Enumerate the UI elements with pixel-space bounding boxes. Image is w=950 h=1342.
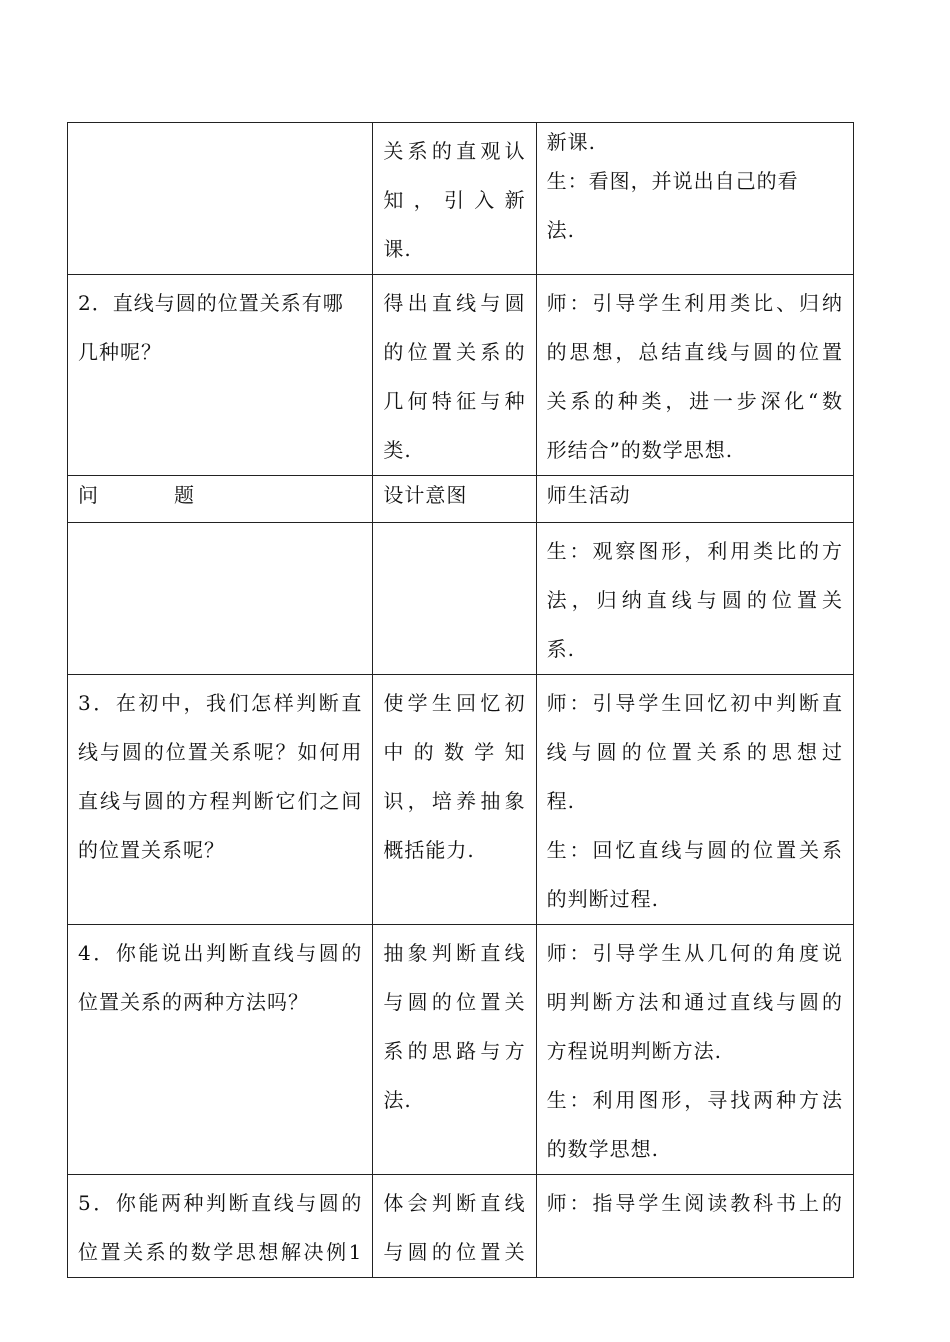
intent-cell	[373, 1175, 536, 1278]
text-line: 师：引导学生利用类比、归纳	[546, 291, 843, 315]
text-line: 5．你能两种判断直线与圆的	[78, 1191, 363, 1215]
text-line: 几何特征与种	[383, 389, 526, 413]
question-cell	[68, 675, 373, 925]
question-cell	[68, 1175, 373, 1278]
text-line: 师：引导学生从几何的角度说	[546, 941, 843, 965]
intent-cell	[373, 523, 536, 675]
text-line: 师：指导学生阅读教科书上的	[546, 1191, 843, 1215]
text-line: 使学生回忆初	[383, 691, 526, 715]
text-line: 程.	[546, 789, 575, 813]
text-line: 的位置关系呢？	[78, 838, 225, 862]
text-line: 生：看图，并说出自己的看	[546, 169, 799, 193]
text-line: 法，归纳直线与圆的位置关	[546, 588, 843, 612]
activity-cell	[536, 1175, 853, 1278]
text-line: 系的思路与方	[383, 1039, 526, 1063]
question-cell	[68, 123, 373, 275]
activity-cell	[536, 675, 853, 925]
activity-cell	[536, 925, 853, 1175]
table-row	[68, 675, 854, 925]
text-line: 的判断过程.	[546, 887, 659, 911]
table-row	[68, 123, 854, 275]
activity-cell	[536, 123, 853, 275]
text-line: 关系的种类，进一步深化“数	[546, 389, 843, 413]
question-cell	[68, 523, 373, 675]
text-line: 生：回忆直线与圆的位置关系	[546, 838, 843, 862]
text-line: 直线与圆的方程判断它们之间	[78, 789, 363, 813]
text-line: 法.	[383, 1088, 412, 1112]
column-header-intent	[373, 476, 536, 523]
text-line: 概括能力.	[383, 838, 475, 862]
text-line: 师：引导学生回忆初中判断直	[546, 691, 843, 715]
text-line: 与圆的位置关	[383, 1240, 526, 1264]
text-line: 4．你能说出判断直线与圆的	[78, 941, 363, 965]
activity-cell	[536, 275, 853, 476]
text-line: 位置关系的两种方法吗？	[78, 990, 309, 1014]
intent-cell	[373, 675, 536, 925]
intent-cell	[373, 123, 536, 275]
text-line: 课.	[383, 237, 412, 261]
intent-cell	[373, 925, 536, 1175]
table-row	[68, 275, 854, 476]
text-line: 的数学思想.	[546, 1137, 659, 1161]
text-line: 识，培养抽象	[383, 789, 526, 813]
text-line: 形结合”的数学思想.	[546, 438, 734, 462]
table-row	[68, 1175, 854, 1278]
text-line: 问 题	[78, 483, 222, 507]
lesson-plan-table	[67, 122, 854, 1278]
text-line: 设计意图	[383, 483, 468, 507]
text-line: 关系的直观认	[383, 139, 526, 163]
text-line: 方程说明判断方法.	[546, 1039, 722, 1063]
question-cell	[68, 925, 373, 1175]
text-line: 师生活动	[546, 483, 631, 507]
table-header-row	[68, 476, 854, 523]
text-line: 的思想，总结直线与圆的位置	[546, 340, 843, 364]
text-line: 生：观察图形，利用类比的方	[546, 539, 843, 563]
text-line: 知，引入新	[383, 188, 526, 212]
text-line: 与圆的位置关	[383, 990, 526, 1014]
text-line: 明判断方法和通过直线与圆的	[546, 990, 843, 1014]
text-line: 中的数学知	[383, 740, 526, 764]
text-line: 2．直线与圆的位置关系有哪	[78, 291, 344, 315]
text-line: 几种呢？	[78, 340, 162, 364]
text-line: 法.	[546, 218, 575, 242]
text-line: 3．在初中，我们怎样判断直	[78, 691, 363, 715]
text-line: 的位置关系的	[383, 340, 526, 364]
text-line: 位置关系的数学思想解决例1	[78, 1240, 363, 1264]
column-header-question	[68, 476, 373, 523]
text-line: 新课.	[546, 130, 596, 154]
table-row	[68, 925, 854, 1175]
question-cell	[68, 275, 373, 476]
text-line: 线与圆的位置关系呢？如何用	[78, 740, 363, 764]
text-line: 生：利用图形，寻找两种方法	[546, 1088, 843, 1112]
table-row	[68, 523, 854, 675]
text-line: 体会判断直线	[383, 1191, 526, 1215]
intent-cell	[373, 275, 536, 476]
column-header-activity	[536, 476, 853, 523]
text-line: 系.	[546, 637, 575, 661]
text-line: 线与圆的位置关系的思想过	[546, 740, 843, 764]
text-line: 得出直线与圆	[383, 291, 526, 315]
text-line: 类.	[383, 438, 412, 462]
activity-cell	[536, 523, 853, 675]
text-line: 抽象判断直线	[383, 941, 526, 965]
